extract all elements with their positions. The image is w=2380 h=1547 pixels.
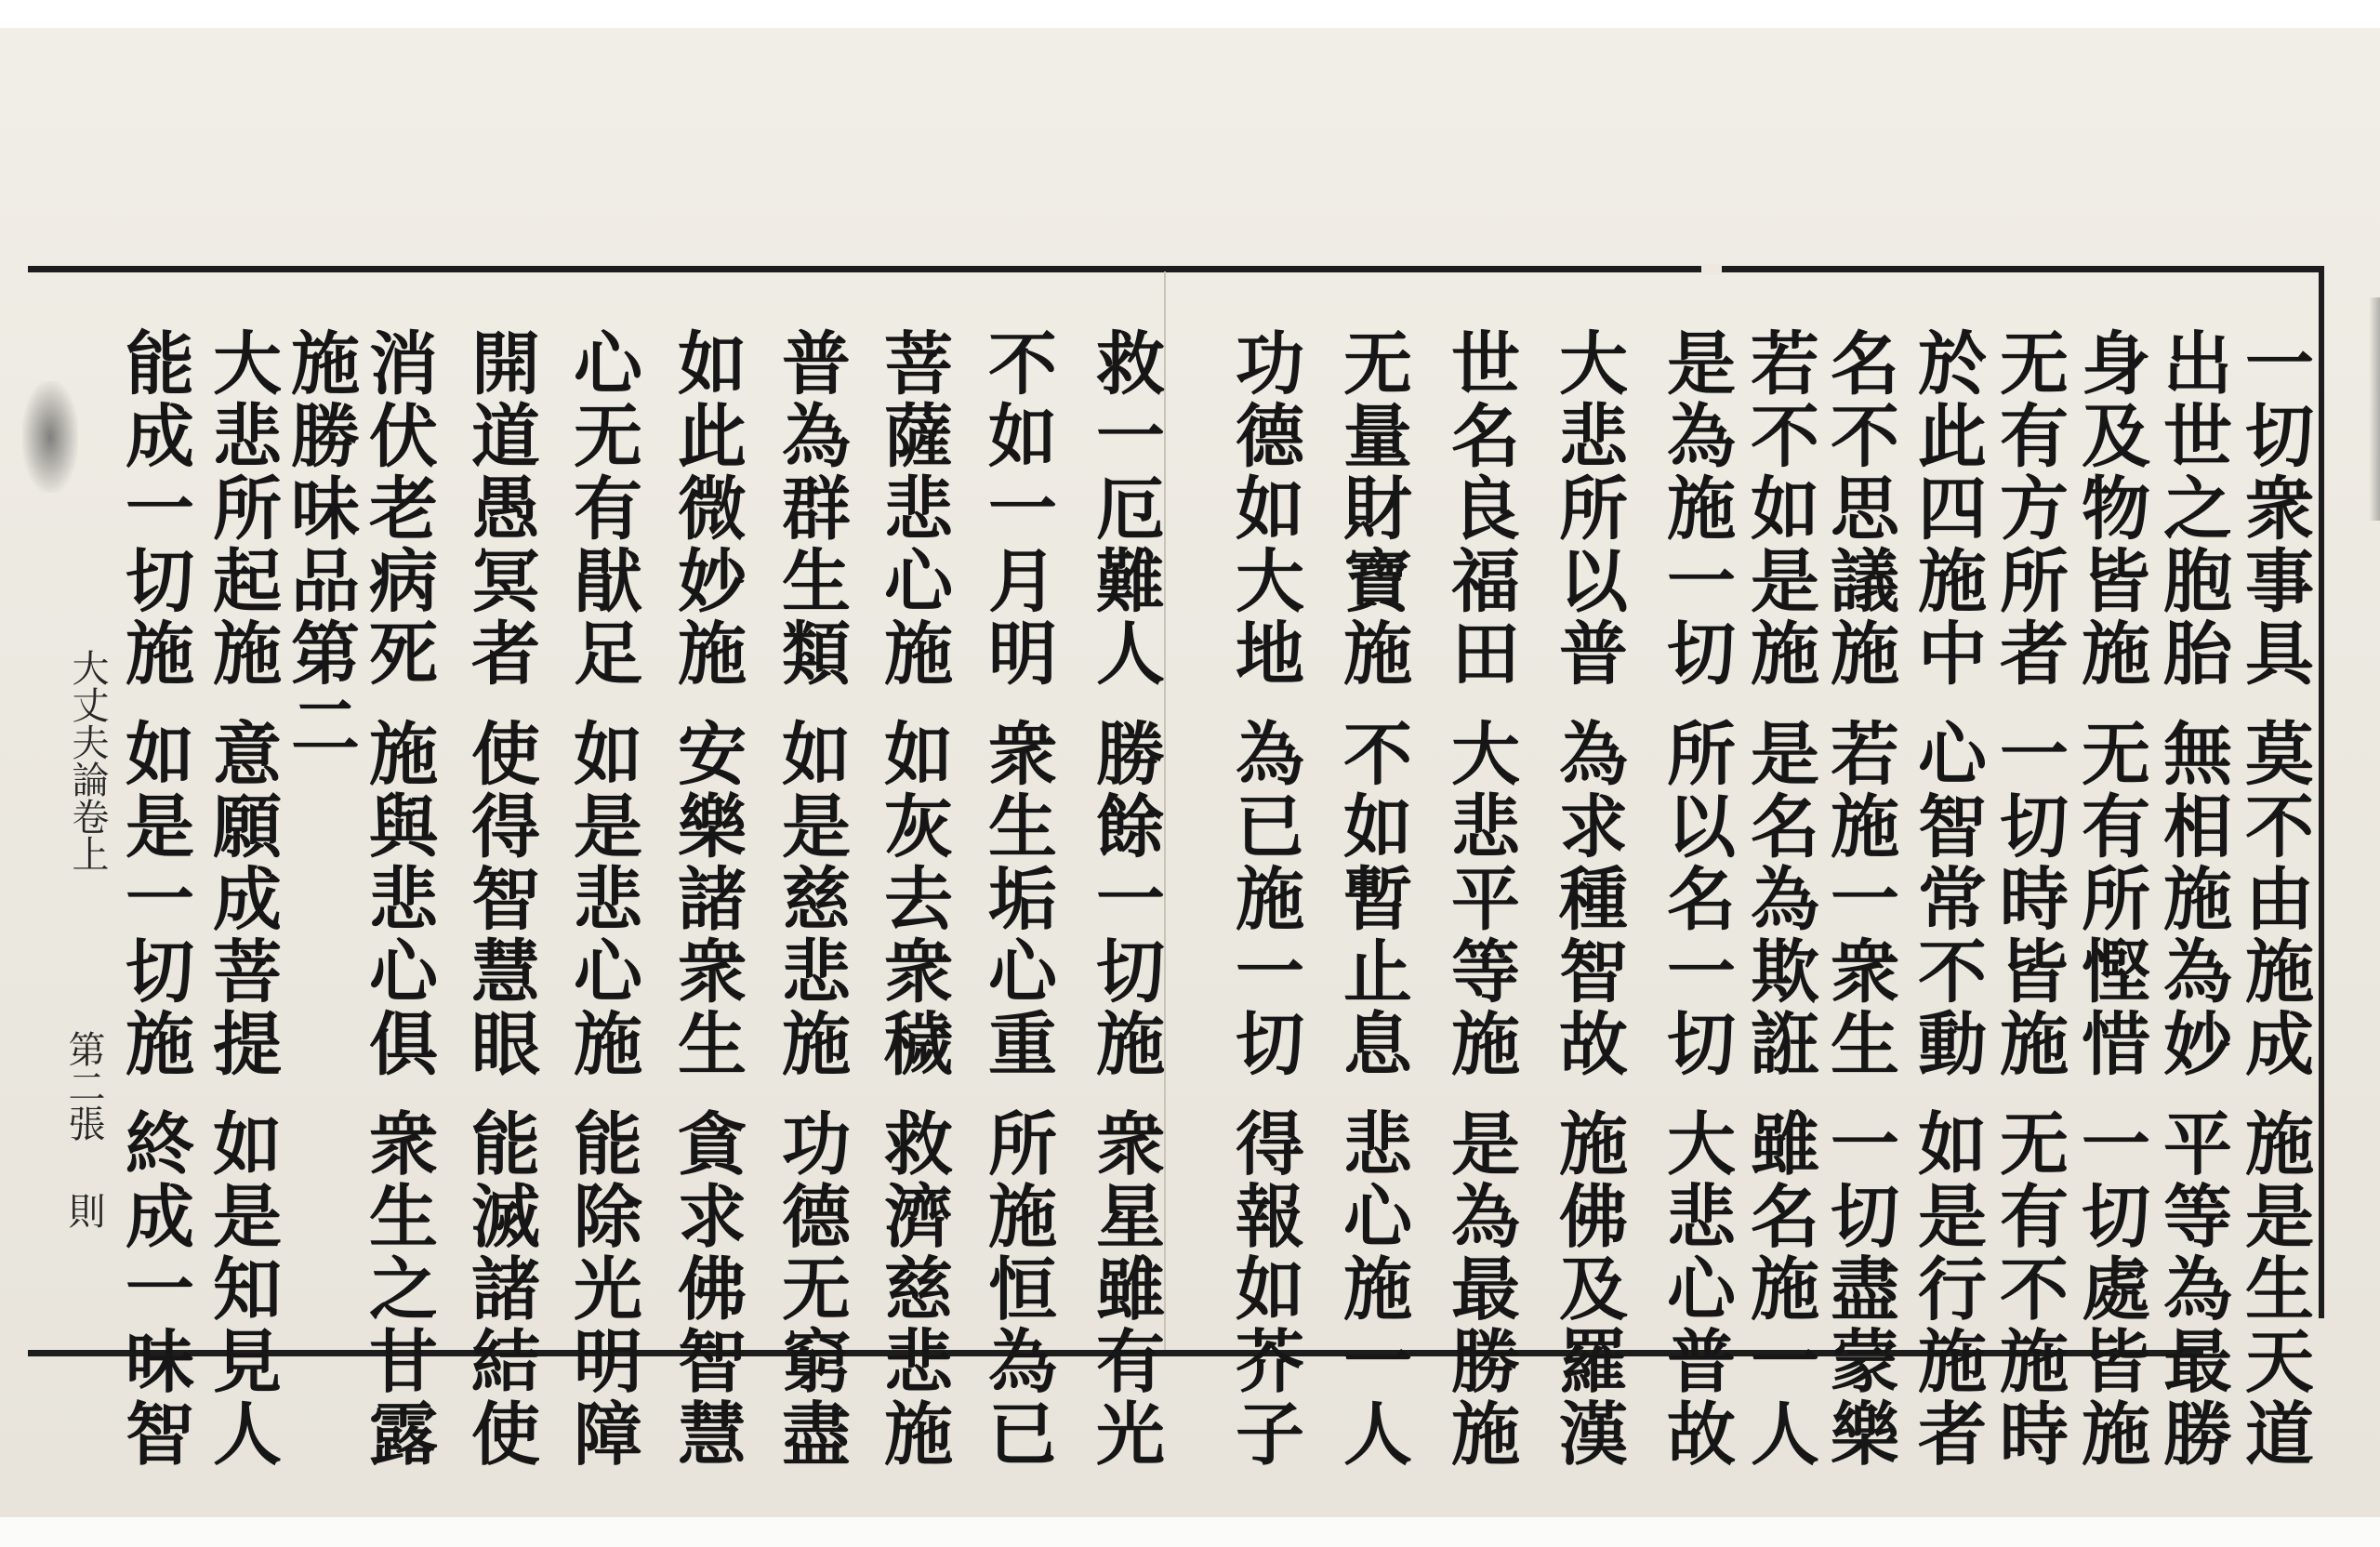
frame-border-top <box>28 266 2324 272</box>
text-column-1: 一切衆事具 莫不由施成 施是生天道 <box>2234 327 2314 1471</box>
text-column-12: 功德如大地 為已施一切 得報如芥子 <box>1224 327 1304 1471</box>
text-column-5: 於此四施中 心智常不動 如是行施者 <box>1907 327 1987 1471</box>
frame-border-right <box>2319 266 2324 1318</box>
text-column-19: 開道愚冥者 使得智慧眼 能滅諸結使 <box>460 327 540 1471</box>
text-column-13: 救一厄難人 勝餘一切施 衆星雖有光 <box>1085 327 1165 1471</box>
text-column-20: 消伏老病死 施與悲心俱 衆生之甘露 <box>358 327 438 1471</box>
text-column-17: 如此微妙施 安樂諸衆生 貪求佛智慧 <box>667 327 747 1471</box>
chapter-title: 施勝味品第二 <box>280 327 360 762</box>
text-column-22: 能成一切施 如是一切施 終成一味智 <box>114 327 194 1471</box>
text-column-16: 普為群生類 如是慈悲施 功德无窮盡 <box>771 327 851 1471</box>
margin-mark: 則 <box>62 1192 105 1229</box>
text-column-9: 大悲所以普 為求種智故 施佛及羅漢 <box>1548 327 1628 1471</box>
page-edge-shadow <box>2369 298 2380 521</box>
text-column-14: 不如一月明 衆生垢心重 所施恒為已 <box>977 327 1057 1471</box>
text-column-15: 菩薩悲心施 如灰去衆穢 救濟慈悲施 <box>873 327 953 1471</box>
text-column-18: 心无有猒足 如是悲心施 能除光明障 <box>562 327 642 1471</box>
bottom-margin <box>0 1517 2380 1547</box>
text-column-10: 世名良福田 大悲平等施 是為最勝施 <box>1440 327 1520 1471</box>
ink-smudge <box>22 381 78 493</box>
top-margin <box>0 0 2380 28</box>
text-column-11: 无量財寶施 不如暫止息 悲心施一人 <box>1332 327 1412 1471</box>
text-column-7: 若不如是施 是名為欺誑 雖名施一人 <box>1739 327 1819 1471</box>
text-column-6: 名不思議施 若施一衆生 一切盡蒙樂 <box>1819 327 1899 1471</box>
sheet-number: 第二張 <box>62 1030 105 1142</box>
text-column-3: 身及物皆施 无有所慳惜 一切處皆施 <box>2070 327 2150 1471</box>
text-column-2: 出世之胞胎 無相施為妙 平等為最勝 <box>2152 327 2232 1471</box>
text-column-8: 是為施一切 所以名一切 大悲心普故 <box>1656 327 1736 1471</box>
text-column-4: 无有方所者 一切時皆施 无有不施時 <box>1989 327 2069 1471</box>
text-column-21: 大悲所起施 意願成菩提 如是知見人 <box>202 327 282 1471</box>
book-title-note: 大丈夫論卷上 <box>66 649 109 872</box>
